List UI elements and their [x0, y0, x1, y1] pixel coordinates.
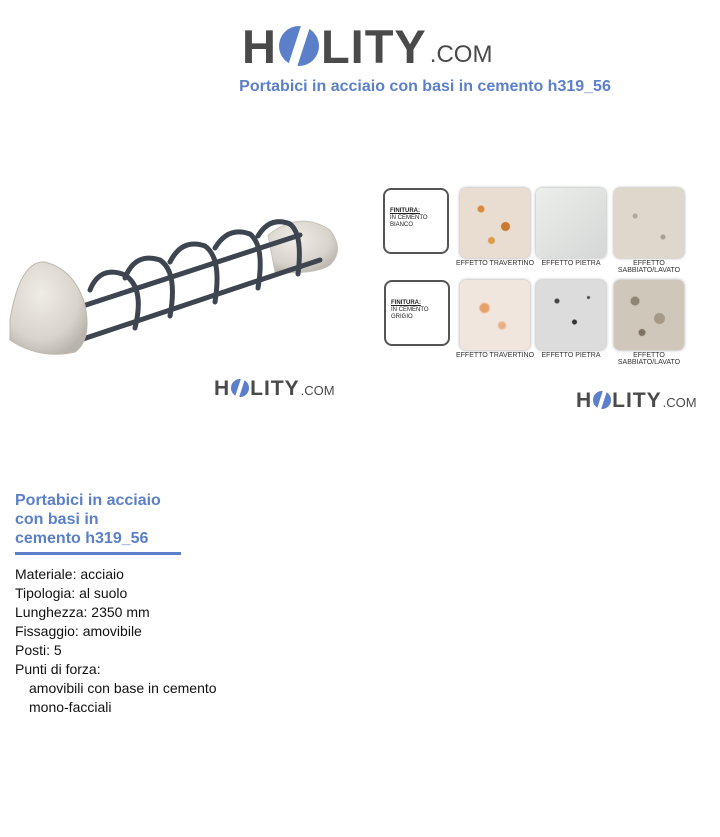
swatch-travertino-grey — [460, 280, 530, 350]
logo-letters-lity: LITY — [320, 20, 427, 73]
strength-item: mono-facciali — [29, 699, 112, 715]
product-photo — [0, 180, 345, 420]
logo-o-icon — [279, 26, 319, 66]
product-title — [15, 491, 185, 548]
effect-label: EFFETTO PIETRA — [541, 352, 601, 359]
logo-domain: .COM — [662, 395, 697, 410]
strength-item: amovibili con base in cemento — [29, 680, 217, 696]
spec-list — [15, 565, 217, 717]
swatch-travertino-white — [460, 188, 530, 258]
holity-logo[interactable] — [242, 14, 493, 73]
logo-letter-h: H — [242, 20, 277, 73]
finish-value: IN CEMENTO GRIGIO — [391, 307, 429, 320]
finish-box-grey — [384, 280, 450, 346]
product-title-line: Portabici in acciaio — [15, 492, 161, 509]
effect-label: EFFETTO SABBIATO/LAVATO — [617, 260, 681, 274]
spec-length: Lunghezza: 2350 mm — [15, 604, 150, 620]
logo-letter-h: H — [214, 377, 231, 400]
logo-domain: .COM — [300, 383, 335, 398]
finish-value: IN CEMENTO BIANCO — [390, 215, 428, 228]
spec-material: Materiale: acciaio — [15, 566, 124, 582]
finish-label: FINITURA: — [391, 300, 421, 306]
page-title: Portabici in acciaio con basi in cemento h319_56 — [239, 78, 611, 95]
logo-letter-h: H — [576, 389, 593, 412]
effect-label: EFFETTO TRAVERTINO — [455, 352, 535, 359]
holity-logo-small — [214, 378, 335, 399]
product-title-line: con basi in — [15, 511, 99, 528]
title-underline — [15, 552, 181, 555]
holity-logo-small-right — [576, 390, 697, 411]
spec-strengths-heading: Punti di forza: — [15, 661, 101, 677]
logo-domain: .COM — [429, 41, 493, 68]
logo-letters-lity: LITY — [250, 377, 300, 400]
spec-fixing: Fissaggio: amovibile — [15, 623, 142, 639]
spec-places: Posti: 5 — [15, 642, 62, 658]
finish-box-white — [383, 188, 449, 254]
effect-label: EFFETTO PIETRA — [541, 260, 601, 267]
swatch-sabbiato-grey — [614, 280, 684, 350]
logo-o-icon — [593, 391, 611, 409]
finish-label: FINITURA: — [390, 208, 420, 214]
swatch-pietra-white — [536, 188, 606, 258]
spec-type: Tipologia: al suolo — [15, 585, 128, 601]
swatch-sabbiato-white — [614, 188, 684, 258]
product-title-line: cemento h319_56 — [15, 530, 149, 547]
logo-o-icon — [231, 379, 249, 397]
swatch-pietra-grey — [536, 280, 606, 350]
effect-label: EFFETTO TRAVERTINO — [455, 260, 535, 267]
finish-swatches — [380, 180, 710, 370]
logo-letters-lity: LITY — [612, 389, 662, 412]
effect-label: EFFETTO SABBIATO/LAVATO — [617, 352, 681, 366]
